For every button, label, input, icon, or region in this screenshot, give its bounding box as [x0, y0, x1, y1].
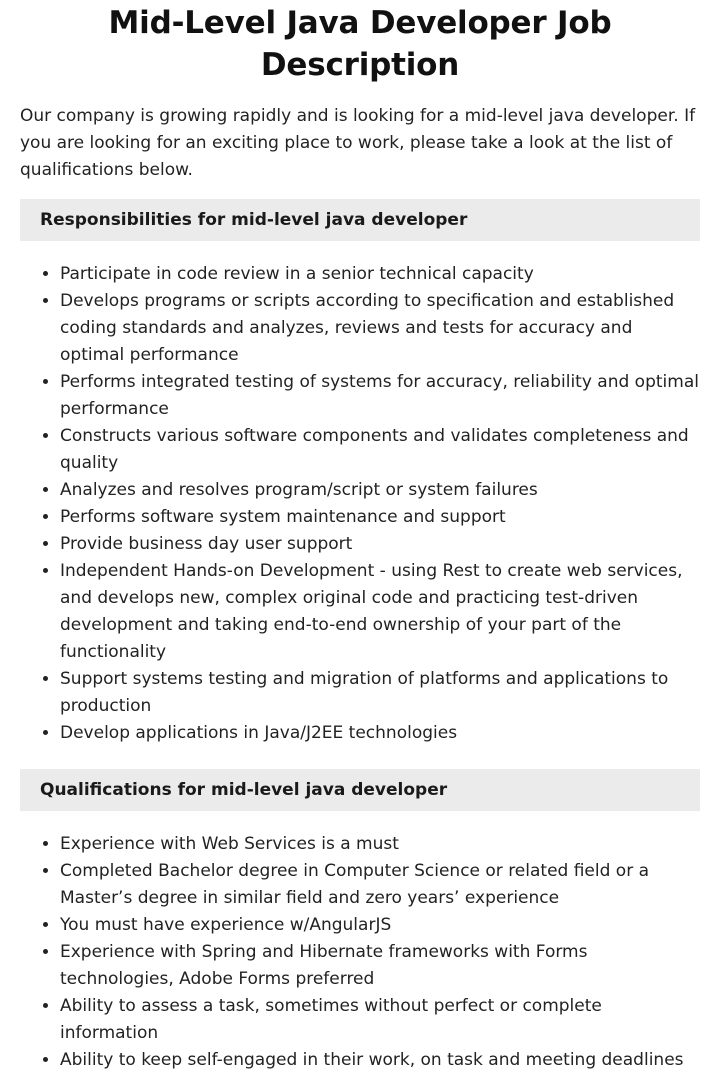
list-item: • Ability to assess a task, sometimes without perfect or complete information — [60, 993, 700, 1047]
intro-paragraph: Our company is growing rapidly and is looking for a mid-level java developer. If you are looking for an exciting place to work, please take a look at the list of qualifications below. — [20, 106, 696, 180]
page-title: Mid-Level Java Developer Job Description — [108, 5, 612, 83]
list-item: • You must have experience w/AngularJS — [60, 912, 700, 939]
list-item: • Experience with Spring and Hibernate frameworks with Forms technologies, Adobe Forms preferred — [60, 939, 700, 993]
qualifications-list — [20, 831, 700, 1074]
list-item: • Provide business day user support — [60, 531, 700, 558]
list-item: • Develop applications in Java/J2EE technologies — [60, 720, 700, 747]
list-item: • Completed Bachelor degree in Computer Science or related field or a Master’s degree in similar field and zero years’ experience — [60, 858, 700, 912]
list-item: • Analyzes and resolves program/script or system failures — [60, 477, 700, 504]
list-item: • Experience with Web Services is a must — [60, 831, 700, 858]
list-item: • Performs software system maintenance and support — [60, 504, 700, 531]
list-item: • Independent Hands-on Development - using Rest to create web services, and develops new, complex original code and practicing test-driven development and taking end-to-end ownership of your part of the functionality — [60, 558, 700, 666]
list-item: • Support systems testing and migration of platforms and applications to production — [60, 666, 700, 720]
list-item: • Develops programs or scripts according to specification and established coding standards and analyzes, reviews and tests for accuracy and optimal performance — [60, 288, 700, 369]
list-item: • Performs integrated testing of systems for accuracy, reliability and optimal performance — [60, 369, 700, 423]
qualifications-heading: Qualifications for mid-level java developer — [20, 769, 700, 811]
list-item: • Participate in code review in a senior technical capacity — [60, 261, 700, 288]
list-item: • Ability to keep self-engaged in their work, on task and meeting deadlines — [60, 1047, 700, 1074]
responsibilities-list — [20, 261, 700, 747]
list-item: • Constructs various software components and validates completeness and quality — [60, 423, 700, 477]
responsibilities-heading: Responsibilities for mid-level java developer — [20, 199, 700, 241]
